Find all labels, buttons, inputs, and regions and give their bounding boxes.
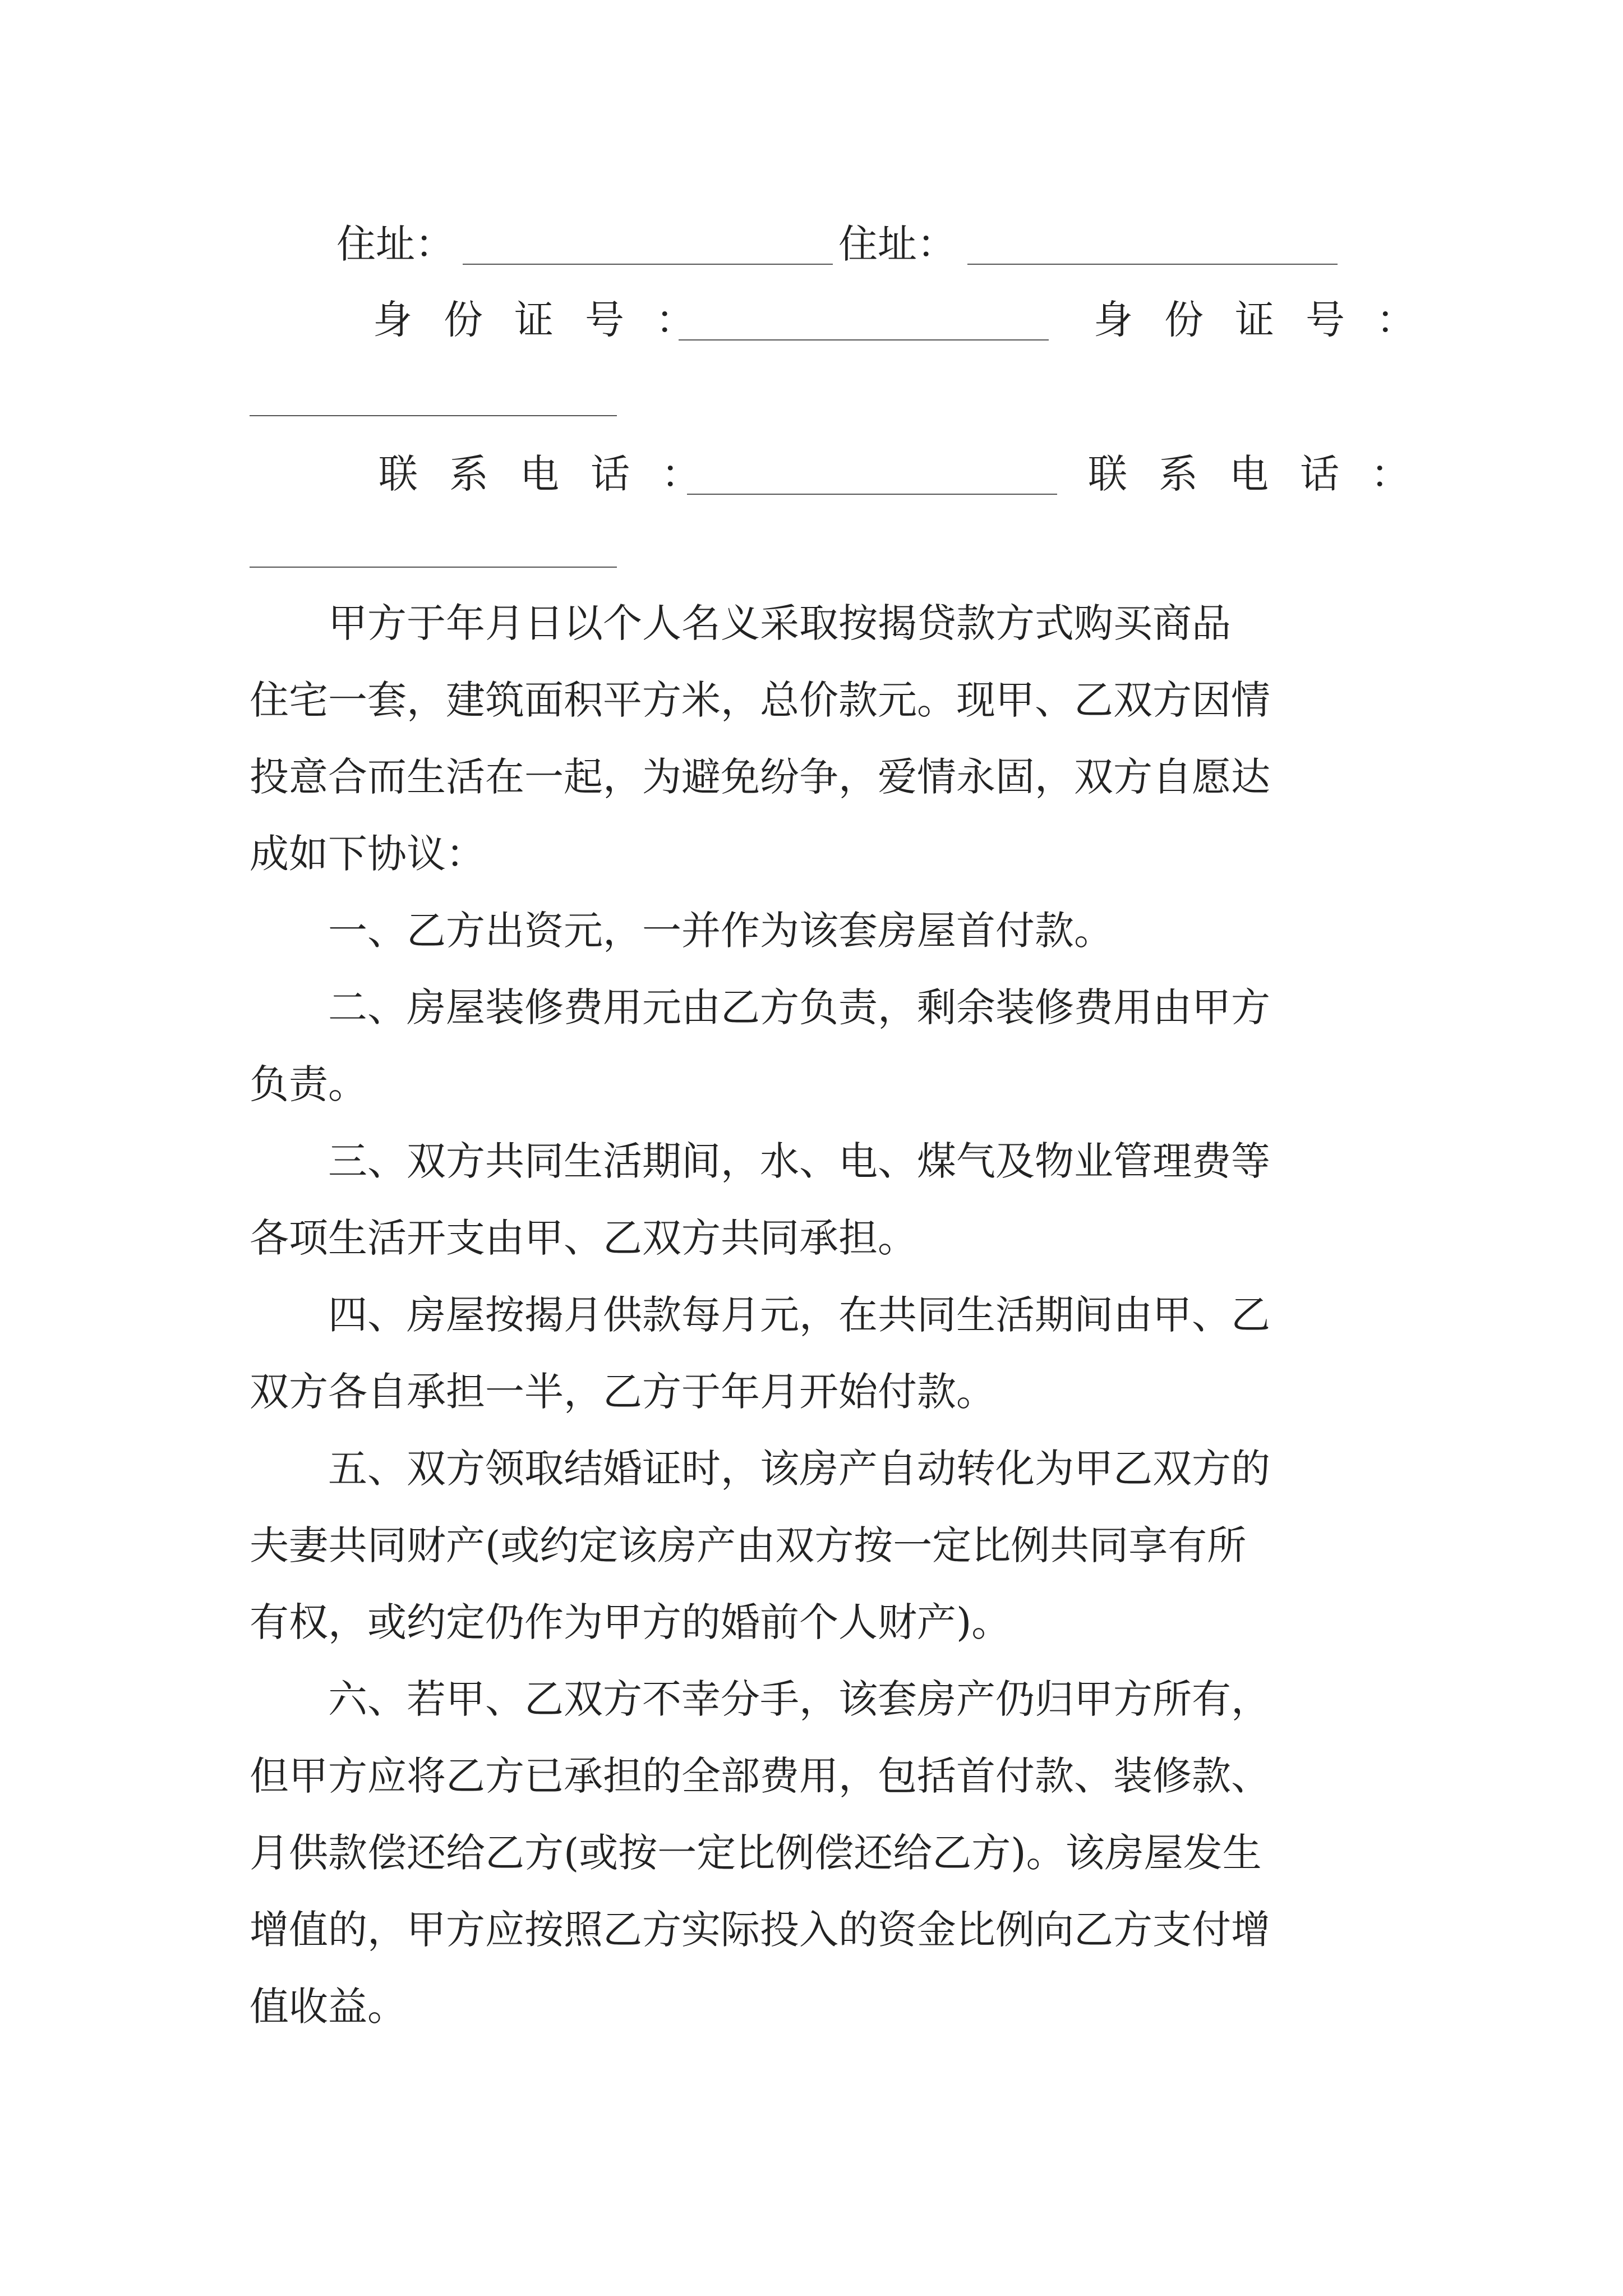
- clause-4: [250, 1277, 1391, 1430]
- paragraph-intro: [250, 585, 1391, 892]
- phone-label-party-a: 联系电话：: [379, 451, 732, 497]
- text-line: 四、房屋按揭月供款每月元，在共同生活期间由甲、乙: [250, 1292, 1270, 1338]
- id-number-blank-party-a: [679, 339, 1049, 341]
- id-number-label-party-b: 身份证号：: [1094, 297, 1447, 343]
- text-line: 成如下协议：: [250, 831, 485, 877]
- text-line: 甲方于年月日以个人名义采取按揭贷款方式购买商品: [250, 600, 1231, 646]
- address-blank-party-b: [967, 264, 1338, 265]
- text-line: 住宅一套，建筑面积平方米，总价款元。现甲、乙双方因情: [250, 677, 1270, 723]
- text-line: 但甲方应将乙方已承担的全部费用，包括首付款、装修款、: [250, 1753, 1270, 1799]
- phone-blank-party-b: [250, 567, 617, 568]
- text-line: 投意合而生活在一起，为避免纷争，爱情永固，双方自愿达: [250, 754, 1270, 800]
- text-line: 负责。: [250, 1061, 367, 1107]
- id-number-blank-party-b: [250, 415, 617, 416]
- phone-blank-party-a: [687, 494, 1057, 495]
- text-line: 有权，或约定仍作为甲方的婚前个人财产)。: [250, 1599, 1011, 1645]
- text-line: 各项生活开支由甲、乙双方共同承担。: [250, 1215, 917, 1261]
- text-line: 月供款偿还给乙方(或按一定比例偿还给乙方)。该房屋发生: [250, 1830, 1262, 1876]
- clause-5: [250, 1430, 1391, 1661]
- id-number-label-party-a: 身份证号：: [373, 297, 726, 343]
- text-line: 一、乙方出资元，一并作为该套房屋首付款。: [250, 908, 1113, 954]
- address-label-party-a: 住址：: [336, 221, 454, 267]
- text-line: 六、若甲、乙双方不幸分手，该套房产仍归甲方所有，: [250, 1676, 1270, 1722]
- clause-1: [250, 892, 1391, 969]
- clause-2: [250, 969, 1391, 1123]
- text-line: 双方各自承担一半，乙方于年月开始付款。: [250, 1369, 995, 1415]
- text-line: 二、房屋装修费用元由乙方负责，剩余装修费用由甲方: [250, 984, 1270, 1030]
- text-line: 夫妻共同财产(或约定该房产由双方按一定比例共同享有所: [250, 1522, 1247, 1568]
- clause-3: [250, 1123, 1391, 1277]
- text-line: 三、双方共同生活期间，水、电、煤气及物业管理费等: [250, 1138, 1270, 1184]
- text-line: 五、双方领取结婚证时，该房产自动转化为甲乙双方的: [250, 1446, 1270, 1492]
- address-label-party-b: 住址：: [838, 221, 956, 267]
- agreement-body: [250, 585, 1391, 2045]
- text-line: 值收益。: [250, 1984, 407, 2030]
- address-blank-party-a: [463, 264, 833, 265]
- clause-6: [250, 1661, 1391, 2045]
- text-line: 增值的，甲方应按照乙方实际投入的资金比例向乙方支付增: [250, 1907, 1270, 1953]
- phone-label-party-b: 联系电话：: [1088, 451, 1441, 497]
